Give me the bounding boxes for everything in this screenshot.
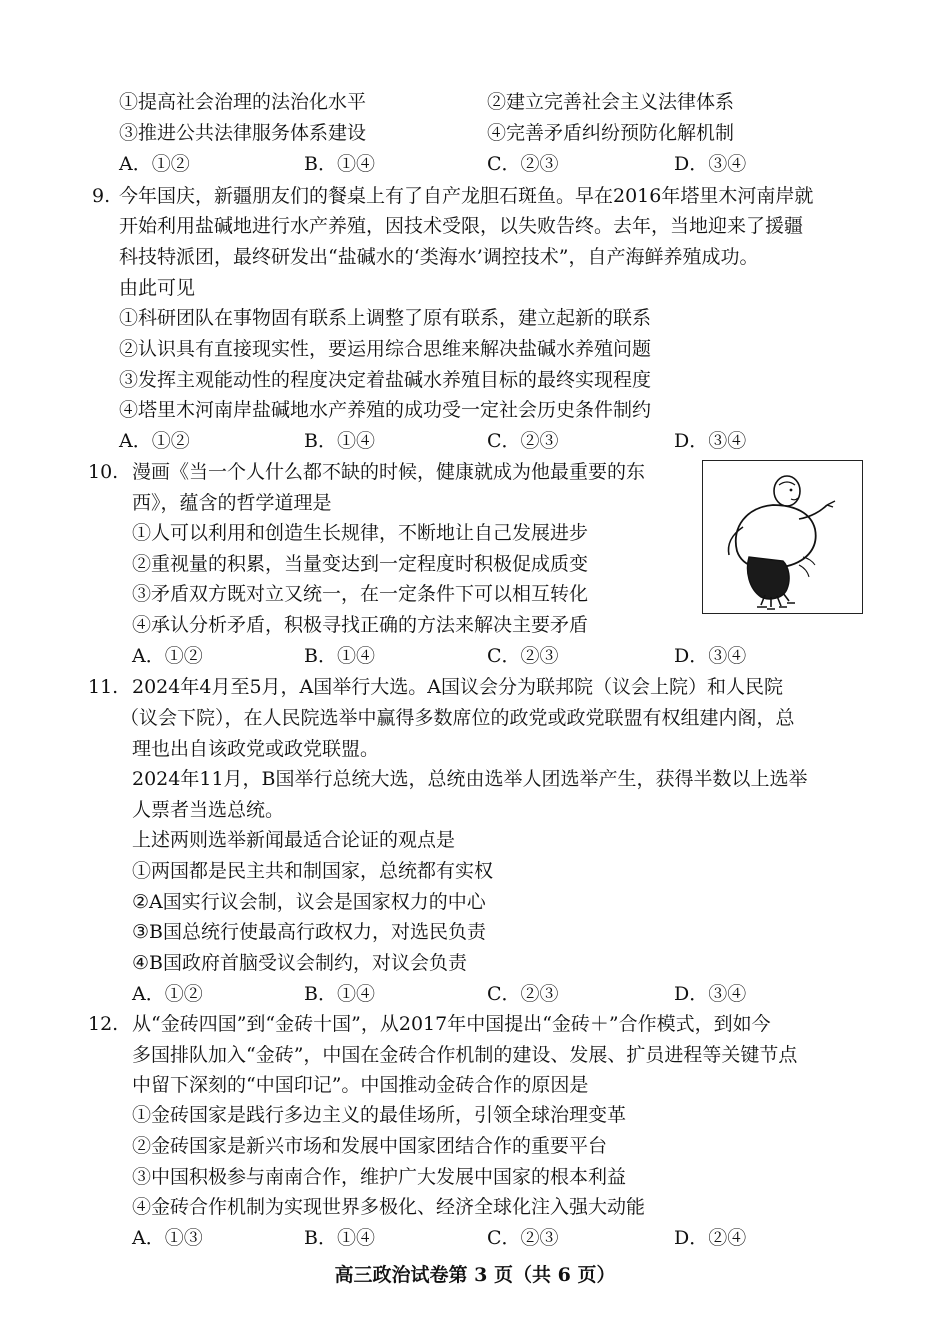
q11-stem-line-1: 2024年4月至5月，A国举行大选。A国议会分为联邦院（议会上院）和人民院 [132,676,783,698]
q10-number: 10. [88,461,119,483]
q11-choice-b: B．①④ [304,983,375,1005]
cartoon-image [702,460,863,614]
q10-choice-b: B．①④ [304,645,375,667]
q12-option-2: ②金砖国家是新兴市场和发展中国家团结合作的重要平台 [132,1135,608,1157]
q11-choice-d: D．③④ [674,983,747,1005]
q12-option-1: ①金砖国家是践行多边主义的最佳场所，引领全球治理变革 [132,1104,627,1126]
q8-choice-c: C．②③ [487,153,559,175]
q9-option-4: ④塔里木河南岸盐碱地水产养殖的成功受一定社会历史条件制约 [119,399,652,421]
q12-number: 12. [88,1013,119,1035]
cartoon-man-illustration [703,461,862,613]
q11-stem-line-5: 人票者当选总统。 [132,799,285,821]
q9-stem-line-1: 今年国庆，新疆朋友们的餐桌上有了自产龙胆石斑鱼。早在2016年塔里木河南岸就 [119,185,814,207]
page-footer: 高三政治试卷第 3 页（共 6 页） [334,1264,616,1286]
q9-number: 9. [92,185,111,207]
q11-option-3: ③B国总统行使最高行政权力，对选民负责 [132,921,486,943]
q12-option-4: ④金砖合作机制为实现世界多极化、经济全球化注入强大动能 [132,1196,646,1218]
q12-choice-a: A．①③ [132,1227,203,1249]
q10-choice-d: D．③④ [674,645,747,667]
q11-number: 11. [88,676,119,698]
q8-choice-b: B．①④ [304,153,375,175]
q9-stem-line-3: 科技特派团，最终研发出“盐碱水的‘类海水’调控技术”，自产海鲜养殖成功。 [119,246,759,268]
q11-option-4: ④B国政府首脑受议会制约，对议会负责 [132,952,467,974]
q12-stem-line-1: 从“金砖四国”到“金砖十国”，从2017年中国提出“金砖＋”合作模式，到如今 [132,1013,771,1035]
q8-option-1: ①提高社会治理的法治化水平 [119,91,367,113]
q9-choice-b: B．①④ [304,430,375,452]
q11-choice-c: C．②③ [487,983,559,1005]
q10-option-3: ③矛盾双方既对立又统一，在一定条件下可以相互转化 [132,583,589,605]
q12-stem-line-2: 多国排队加入“金砖”，中国在金砖合作机制的建设、发展、扩员进程等关键节点 [132,1044,798,1066]
q11-stem-line-6: 上述两则选举新闻最适合论证的观点是 [132,829,456,851]
q9-choice-c: C．②③ [487,430,559,452]
q9-stem-line-2: 开始利用盐碱地进行水产养殖，因技术受限，以失败告终。去年，当地迎来了援疆 [119,215,804,237]
q10-choice-a: A．①② [132,645,203,667]
q10-stem-line-2: 西》，蕴含的哲学道理是 [132,492,332,514]
q9-option-2: ②认识具有直接现实性，要运用综合思维来解决盐碱水养殖问题 [119,338,652,360]
q9-choice-d: D．③④ [674,430,747,452]
q11-stem-line-3: 理也出自该政党或政党联盟。 [132,738,380,760]
q11-stem-line-2: （议会下院），在人民院选举中赢得多数席位的政党或政党联盟有权组建内阁，总 [120,707,795,729]
q10-option-4: ④承认分析矛盾，积极寻找正确的方法来解决主要矛盾 [132,614,589,636]
q12-choice-b: B．①④ [304,1227,375,1249]
q8-option-4: ④完善矛盾纠纷预防化解机制 [487,122,735,144]
q12-choice-d: D．②④ [674,1227,747,1249]
q11-option-2: ②A国实行议会制，议会是国家权力的中心 [132,891,486,913]
q8-option-2: ②建立完善社会主义法律体系 [487,91,735,113]
q8-option-3: ③推进公共法律服务体系建设 [119,122,367,144]
q10-choice-c: C．②③ [487,645,559,667]
q8-choice-d: D．③④ [674,153,747,175]
q9-choice-a: A．①② [119,430,190,452]
q12-option-3: ③中国积极参与南南合作，维护广大发展中国家的根本利益 [132,1166,627,1188]
q11-stem-line-4: 2024年11月，B国举行总统大选，总统由选举人团选举产生，获得半数以上选举 [132,768,808,790]
q9-option-1: ①科研团队在事物固有联系上调整了原有联系，建立起新的联系 [119,307,652,329]
q12-choice-c: C．②③ [487,1227,559,1249]
q9-stem-line-4: 由此可见 [119,277,196,299]
q10-stem-line-1: 漫画《当一个人什么都不缺的时候，健康就成为他最重要的东 [132,461,646,483]
q11-choice-a: A．①② [132,983,203,1005]
q11-option-1: ①两国都是民主共和制国家，总统都有实权 [132,860,494,882]
q10-option-2: ②重视量的积累，当量变达到一定程度时积极促成质变 [132,553,589,575]
q10-option-1: ①人可以利用和创造生长规律，不断地让自己发展进步 [132,522,589,544]
q9-option-3: ③发挥主观能动性的程度决定着盐碱水养殖目标的最终实现程度 [119,369,652,391]
q12-stem-line-3: 中留下深刻的“中国印记”。中国推动金砖合作的原因是 [132,1074,589,1096]
q8-choice-a: A．①② [119,153,190,175]
